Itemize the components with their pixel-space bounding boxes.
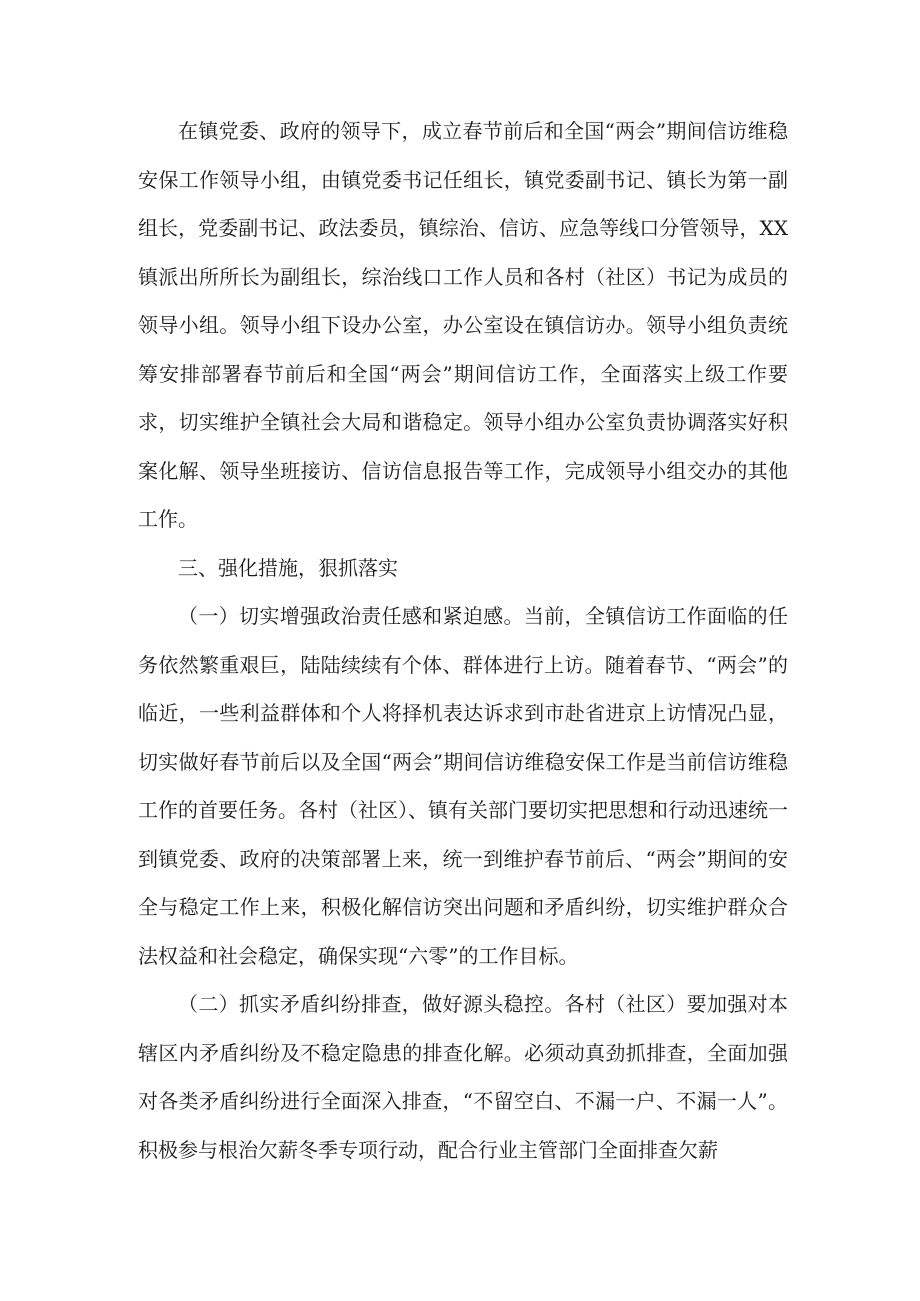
section-heading-measures: 三、强化措施，狠抓落实 [178, 555, 398, 580]
document-body [138, 107, 788, 1174]
paragraph-leadership-group: 在镇党委、政府的领导下，成立春节前后和全国“两会”期间信访维稳安保工作领导小组，由镇党委书记任组长，镇党委副书记、镇长为第一副组长，党委副书记、政法委员，镇综治、信访、应急等线口分管领导，XX镇派出所所长为副组长，综治线口工作人员和各村（社区）书记为成员的领导小组。领导小组下设办公室，办公室设在镇信访办。领导小组负责统筹安排部署春节前后和全国“两会”期间信访工作，全面落实上级工作要求，切实维护全镇社会大局和谐稳定。领导小组办公室负责协调落实好积案化解、领导坐班接访、信访信息报告等工作，完成领导小组交办的其他工作。 [138, 119, 788, 531]
paragraph-dispute-screening: （二）抓实矛盾纠纷排查，做好源头稳控。各村（社区）要加强对本辖区内矛盾纠纷及不稳定隐患的排查化解。必须动真劲抓排查，全面加强对各类矛盾纠纷进行全面深入排查，“不留空白、不漏一户、不漏一人”。积极参与根治欠薪冬季专项行动，配合行业主管部门全面排查欠薪 [138, 992, 788, 1162]
paragraph-political-responsibility: （一）切实增强政治责任感和紧迫感。当前，全镇信访工作面临的任务依然繁重艰巨，陆陆续续有个体、群体进行上访。随着春节、“两会”的临近，一些利益群体和个人将择机表达诉求到市赴省进京上访情况凸显，切实做好春节前后以及全国“两会”期间信访维稳安保工作是当前信访维稳工作的首要任务。各村（社区）、镇有关部门要切实把思想和行动迅速统一到镇党委、政府的决策部署上来，统一到维护春节前后、“两会”期间的安全与稳定工作上来，积极化解信访突出问题和矛盾纠纷，切实维护群众合法权益和社会稳定，确保实现“六零”的工作目标。 [138, 604, 788, 968]
